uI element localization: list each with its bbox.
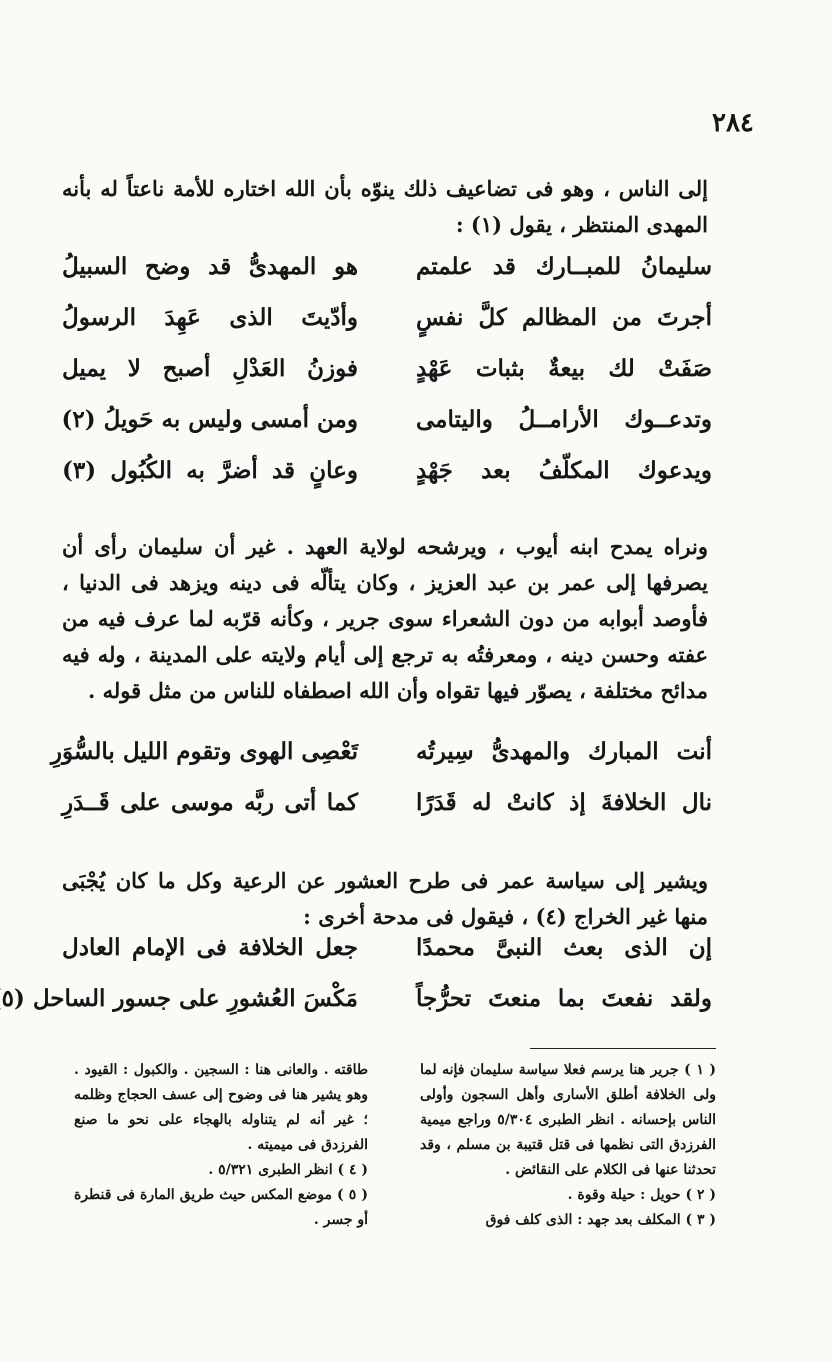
verse-line <box>62 253 712 304</box>
footnotes-left-column <box>74 1058 368 1233</box>
second-hemistich: هو المهدىُّ قد وضح السبيلُ <box>62 253 358 280</box>
body-paragraph: ونراه يمدح ابنه أيوب ، ويرشحه لولاية العهد . غير أن سليمان رأى أن يصرفها إلى عمر بن عبد العزيز ، وكان يتألّه فى دينه ويزهد فى الدنيا ، فأوصد أبوابه من دون الشعراء سوى جرير ، وكأنه قرّبه لما عرف فيه من عفته وحسن دينه ، ومعرفتُه به ترجع إلى أيام ولايته على المدينة ، وله فيه مدائح مختلفة ، يصوّر فيها تقواه وأن الله اصطفاه للناس من مثل قوله . <box>62 534 708 703</box>
footnote-divider <box>530 1048 716 1049</box>
second-hemistich: كما أتى ربَّه موسى على قَــدَرِ <box>62 789 358 816</box>
second-hemistich: وعانٍ قد أضرَّ به الكُبُول (٣) <box>62 457 358 484</box>
second-hemistich: جعل الخلافة فى الإمام العادل <box>62 934 358 961</box>
footnote: ( ١ ) جرير هنا يرسم فعلا سياسة سليمان فإنه لما ولى الخلافة أطلق الأسارى وأهل السجون وأولى الناس بإحسانه . انظر الطبرى ٥/٣٠٤ وراجع ميمية الفرزدق التى نظمها فى قتل قتيبة بن مسلم ، وقد تحدثنا عنها فى الكلام على النقائض . <box>420 1062 717 1178</box>
poem-2 <box>50 738 712 840</box>
first-hemistich: نال الخلافةَ إذ كانتْ له قَدَرًا <box>416 789 712 816</box>
footnote: ( ٣ ) المكلف بعد جهد : الذى كلف فوق <box>485 1212 716 1228</box>
verse-line <box>62 304 712 355</box>
first-hemistich: أنت المبارك والمهدىُّ سِيرتُه <box>416 738 712 765</box>
footnotes-right-column <box>420 1058 716 1233</box>
second-hemistich: ومن أمسى وليس به حَويلُ (٢) <box>61 406 358 433</box>
verse-line <box>50 738 712 789</box>
first-hemistich: أجرتَ من المظالم كلَّ نفسٍ <box>416 304 712 331</box>
verse-line <box>62 457 712 508</box>
first-hemistich: صَفَتْ لك بيعةٌ بثبات عَهْدٍ <box>416 355 712 382</box>
footnote: طاقته . والعانى هنا : السجين . والكبول : القيود . وهو يشير هنا فى وضوح إلى عسف الحجاج وظلمه ؛ غير أنه لم يتناوله بالهجاء على نحو ما صنع الفرزدق فى ميميته . <box>74 1062 368 1153</box>
verse-line <box>62 789 712 840</box>
verse-line <box>62 406 712 457</box>
second-hemistich: فوزنُ العَدْلِ أصبح لا يميل <box>62 355 358 382</box>
poem-3 <box>1 934 712 1036</box>
footnote: ( ٥ ) موضع المكس حيث طريق المارة فى قنطرة أو جسر . <box>74 1187 368 1228</box>
first-hemistich: سليمانُ للمبــارك قد علمتم <box>416 253 712 280</box>
verse-line <box>62 934 712 985</box>
body-paragraph: ويشير إلى سياسة عمر فى طرح العشور عن الرعية وكل ما كان يُجْبَى منها غير الخراج (٤) ، فيقول فى مدحة أخرى : <box>62 868 708 929</box>
second-hemistich: وأدّيتَ الذى عَهِدَ الرسولُ <box>62 304 358 331</box>
page-number: ٢٨٤ <box>712 108 754 138</box>
poem-1 <box>62 253 712 508</box>
first-hemistich: إن الذى بعث النبىَّ محمدًا <box>416 934 712 961</box>
first-hemistich: ويدعوك المكلّفُ بعد جَهْدٍ <box>416 457 712 484</box>
first-hemistich: ولقد نفعتَ بما منعتَ تحرُّجاً <box>416 985 712 1012</box>
verse-line <box>62 355 712 406</box>
first-hemistich: وتدعــوك الأرامــلُ واليتامى <box>416 406 712 433</box>
intro-paragraph: إلى الناس ، وهو فى تضاعيف ذلك ينوّه بأن الله اختاره للأمة ناعتاً له بأنه المهدى المنتظر ، يقول (١) : <box>62 176 708 237</box>
second-hemistich: تَعْصِى الهوى وتقوم الليل بالسُّوَرِ <box>50 738 358 765</box>
footnote: ( ٤ ) انظر الطبرى ٥/٣٢١ . <box>208 1162 368 1178</box>
second-hemistich: مَكْسَ العُشورِ على جسور الساحل (٥ <box>1 985 358 1012</box>
verse-line <box>1 985 712 1036</box>
footnote: ( ٢ ) حويل : حيلة وقوة . <box>567 1187 716 1203</box>
